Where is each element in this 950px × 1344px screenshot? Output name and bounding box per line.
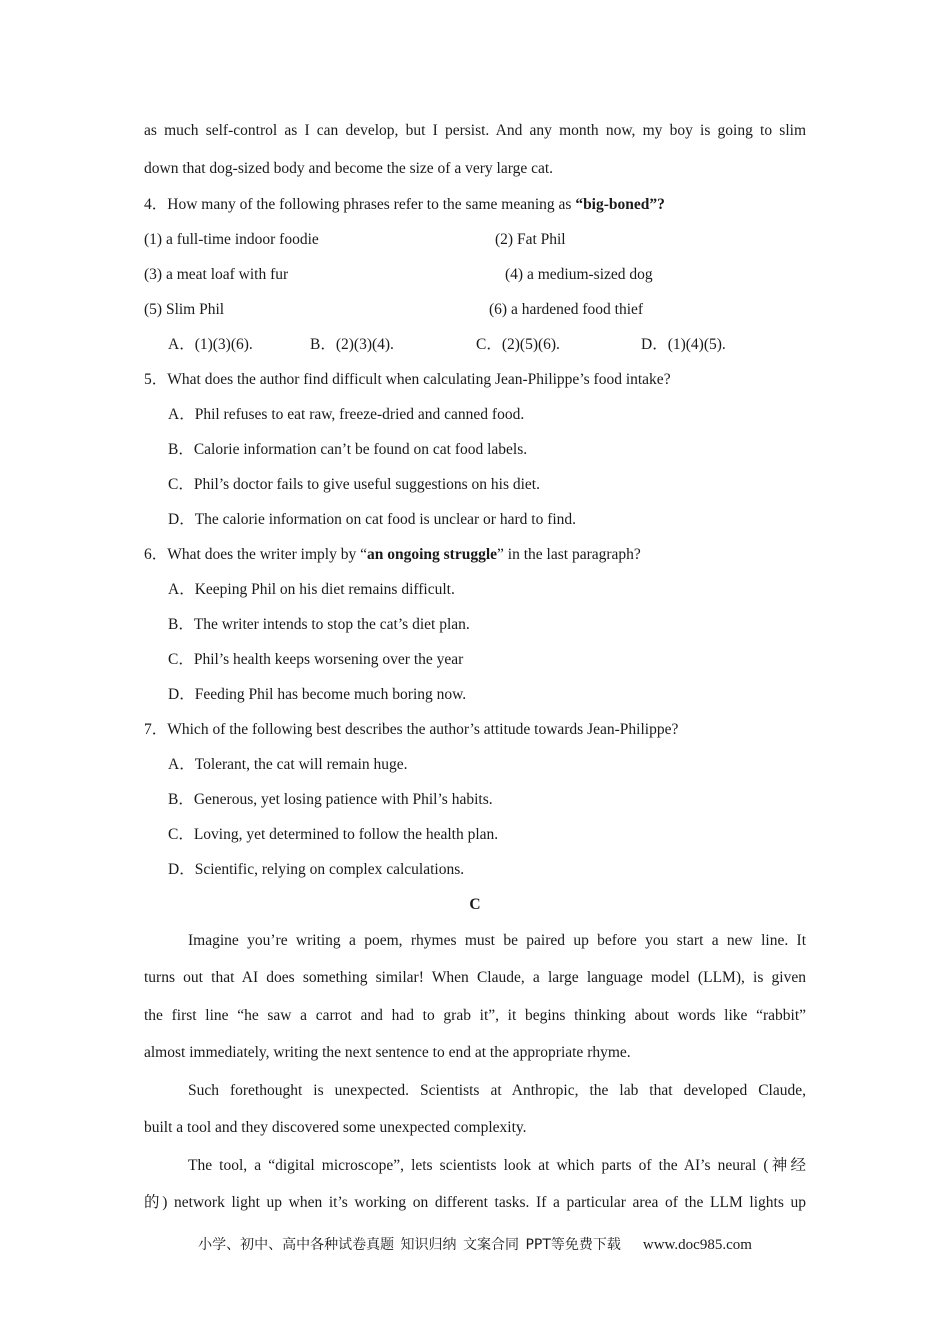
q5-option-c[interactable]: C．Phil’s doctor fails to give useful suggestions on his diet. — [168, 475, 540, 493]
paragraph-line: almost immediately, writing the next sentence to end at the appropriate rhyme. — [144, 1044, 631, 1061]
q6-option-d[interactable]: D．Feeding Phil has become much boring now. — [168, 685, 467, 703]
q6-option-a[interactable]: A．Keeping Phil on his diet remains difficult. — [168, 580, 455, 598]
phrase-1: (1) a full-time indoor foodie — [144, 230, 319, 248]
phrase-3: (3) a meat loaf with fur — [144, 265, 289, 283]
phrase-2: (2) Fat Phil — [495, 230, 566, 248]
intro-line-1: as much self-control as I can develop, but I persist. And any month now, my boy is going to slim — [144, 122, 806, 139]
choice-b[interactable]: B．(2)(3)(4). — [310, 335, 394, 353]
footer-text: 小学、初中、高中各种试卷真题 知识归纳 文案合同 PPT等免费下载 — [198, 1237, 621, 1253]
phrase-6: (6) a hardened food thief — [489, 300, 644, 318]
question-6-stem — [144, 537, 806, 572]
choice-c[interactable]: C．(2)(5)(6). — [476, 335, 560, 353]
question-6-bold-term: an ongoing struggle — [366, 545, 498, 563]
section-c-paragraph-1 — [144, 922, 806, 1072]
footer-url[interactable]: www.doc985.com — [642, 1237, 752, 1253]
question-4-text: 4．How many of the following phrases refer to the same meaning as — [144, 195, 576, 213]
question-6-suffix: ” in the last paragraph? — [497, 545, 641, 563]
phrase-row-1 — [144, 222, 806, 257]
paragraph-line: built a tool and they discovered some unexpected complexity. — [144, 1119, 527, 1136]
phrase-4: (4) a medium-sized dog — [505, 265, 653, 283]
question-7-stem: 7．Which of the following best describes the author’s attitude towards Jean-Philippe? — [144, 720, 679, 738]
q5-option-d[interactable]: D．The calorie information on cat food is unclear or hard to find. — [168, 510, 577, 528]
intro-line-2: down that dog-sized body and become the size of a very large cat. — [144, 159, 554, 177]
paragraph-line: Imagine you’re writing a poem, rhymes must be paired up before you start a new line. It — [188, 931, 806, 949]
q6-option-b[interactable]: B．The writer intends to stop the cat’s diet plan. — [168, 615, 470, 633]
q7-option-d[interactable]: D．Scientific, relying on complex calculations. — [168, 860, 465, 878]
question-4-choices — [144, 327, 806, 362]
page-footer — [0, 1234, 950, 1254]
question-6-prefix: 6．What does the writer imply by “ — [144, 545, 367, 563]
q5-option-a[interactable]: A．Phil refuses to eat raw, freeze-dried and canned food. — [168, 405, 525, 423]
q7-option-b[interactable]: B．Generous, yet losing patience with Phil’s habits. — [168, 790, 493, 808]
document-page — [144, 112, 806, 1222]
phrase-row-3 — [144, 292, 806, 327]
phrase-row-2 — [144, 257, 806, 292]
question-4-bold-term: “big-boned”? — [575, 195, 665, 213]
paragraph-line: 的) network light up when it’s working on different tasks. If a particular area of the LLM lights up — [144, 1194, 806, 1211]
paragraph-line: the first line “he saw a carrot and had to grab it”, it begins thinking about words like “rabbit” — [144, 1006, 806, 1024]
paragraph-line: The tool, a “digital microscope”, lets scientists look at which parts of the AI’s neural (神经 — [188, 1156, 806, 1174]
paragraph-line: turns out that AI does something similar! When Claude, a large language model (LLM), is given — [144, 969, 806, 986]
choice-d[interactable]: D．(1)(4)(5). — [641, 335, 726, 353]
q7-option-a[interactable]: A．Tolerant, the cat will remain huge. — [168, 755, 408, 773]
question-5-stem: 5．What does the author find difficult when calculating Jean-Philippe’s food intake? — [144, 370, 671, 388]
section-c-paragraph-2 — [144, 1072, 806, 1147]
phrase-5: (5) Slim Phil — [144, 300, 225, 318]
choice-a[interactable]: A．(1)(3)(6). — [168, 335, 253, 353]
q7-option-c[interactable]: C．Loving, yet determined to follow the health plan. — [168, 825, 499, 843]
q6-option-c[interactable]: C．Phil’s health keeps worsening over the year — [168, 650, 464, 668]
question-4-stem — [144, 187, 806, 222]
q5-option-b[interactable]: B．Calorie information can’t be found on cat food labels. — [168, 440, 528, 458]
section-c-paragraph-3 — [144, 1147, 806, 1222]
paragraph-line: Such forethought is unexpected. Scientists at Anthropic, the lab that developed Claude, — [188, 1081, 806, 1099]
section-c-title: C — [469, 895, 481, 913]
